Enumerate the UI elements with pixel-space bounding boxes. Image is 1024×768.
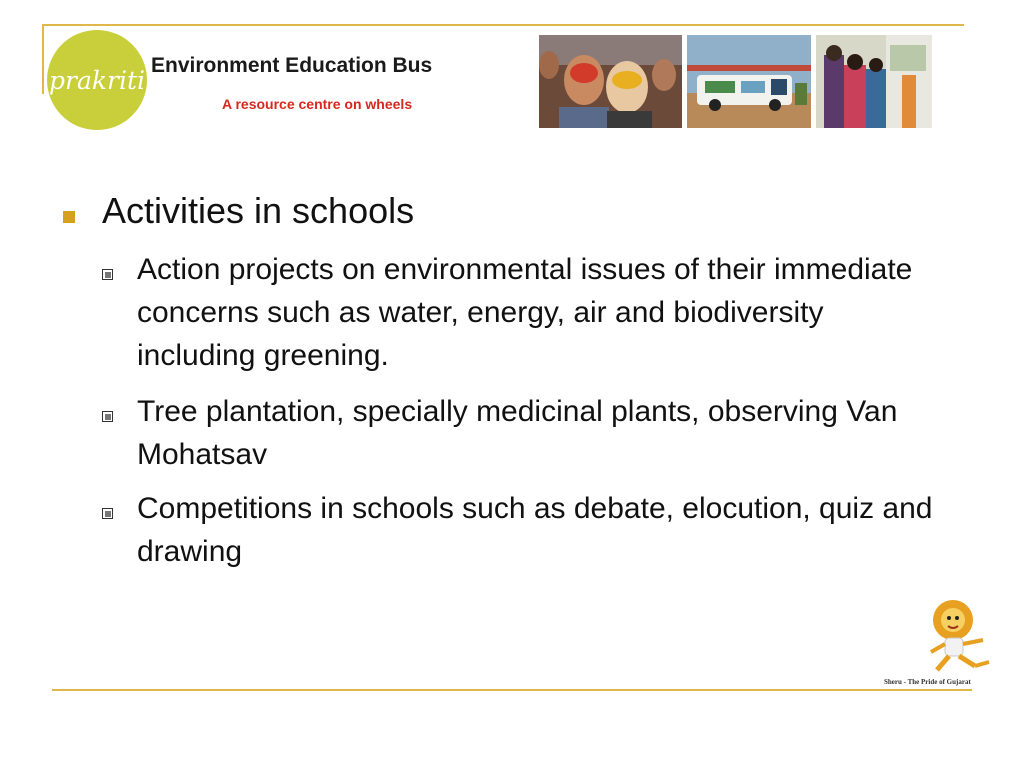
sub-bullet-text: Action projects on environmental issues of their immediate concerns such as water, energy, air and biodiversity including greening. [137, 253, 913, 372]
sheru-lion-mascot-icon [923, 596, 995, 676]
main-bullet-text: Activities in schools [102, 190, 415, 231]
main-bullet-square-icon [63, 211, 75, 223]
photo-children-faces [539, 35, 682, 128]
prakriti-logo [47, 30, 147, 130]
checkbox-bullet-icon [102, 269, 113, 280]
checkbox-bullet-icon [102, 508, 113, 519]
slide-title: Environment Education Bus [151, 54, 433, 77]
sub-bullet-text: Tree plantation, specially medicinal plants, observing Van Mohatsav [137, 395, 898, 471]
left-rule [42, 24, 44, 94]
photo-education-bus [687, 35, 811, 128]
checkbox-bullet-icon [102, 411, 113, 422]
mascot-caption: Sheru - The Pride of Gujarat [884, 678, 971, 686]
slide-subtitle: A resource centre on wheels [222, 96, 413, 112]
bottom-rule [52, 689, 972, 691]
top-rule [42, 24, 964, 26]
sub-bullet-text: Competitions in schools such as debate, elocution, quiz and drawing [137, 492, 933, 568]
photo-exhibition-visitors [816, 35, 932, 128]
logo-text: prakriti [49, 65, 145, 95]
